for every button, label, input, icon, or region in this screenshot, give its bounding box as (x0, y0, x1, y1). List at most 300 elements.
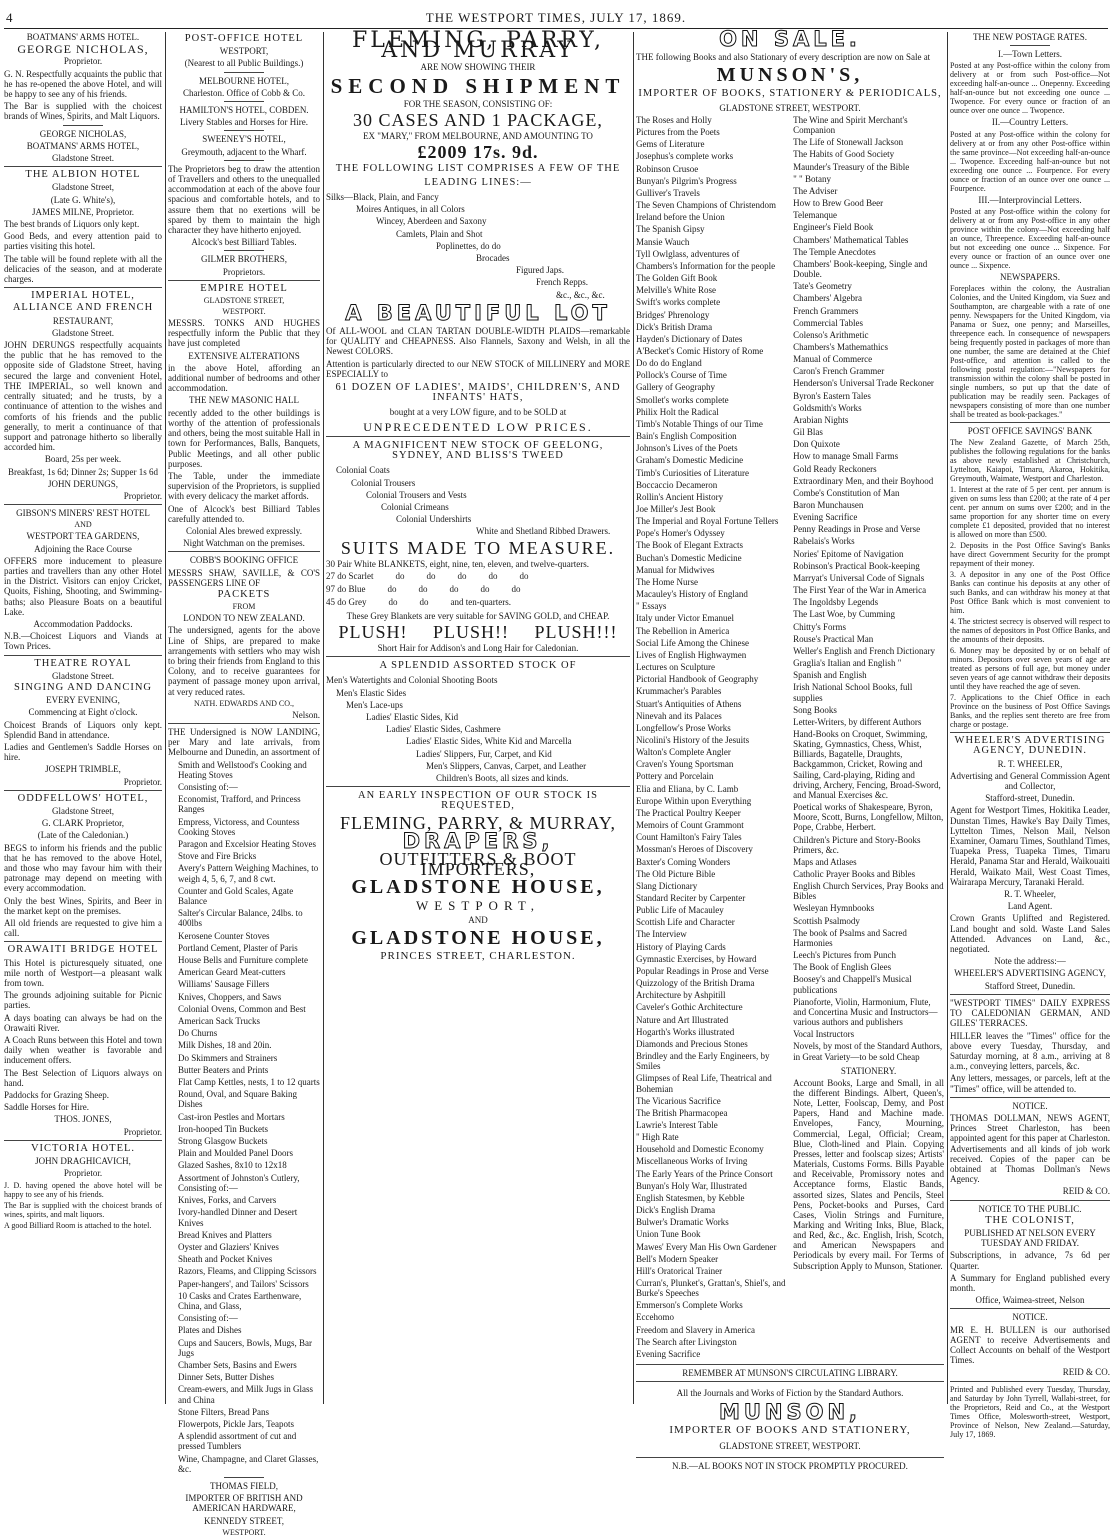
blanket-cell: do (457, 570, 467, 581)
book-item: Italy under Victor Emanuel (636, 613, 735, 624)
divider (326, 656, 630, 657)
headline: PLUSH! PLUSH!! PLUSH!!! (338, 621, 618, 642)
notice-subhead: III.—Interprovincial Letters. (978, 194, 1082, 205)
list-item: Ladies' Slippers, Fur, Carpet, and Kid (416, 748, 552, 759)
ad-role: Proprietor. (63, 56, 103, 67)
divider (224, 101, 264, 102)
book-list (636, 115, 944, 1361)
ad-route: LONDON TO NEW ZEALAND. (183, 613, 305, 624)
book-item: Caron's French Grammer (793, 366, 885, 377)
book-item: The Book of English Glees (793, 962, 892, 973)
book-item: Evening Sacrifice (636, 1348, 701, 1359)
ad-body: Accommodation Paddocks. (33, 618, 133, 629)
ad-signature: BOATMANS' ARMS HOTEL, (26, 140, 140, 151)
book-item: Catholic Prayer Books and Bibles (793, 869, 916, 880)
ad-body: The Proprietors beg to draw the attention of Travellers and others to the unequalled accommodation at each of the above four spacious and comfortable hotels, and to assure them that no exertions will be spared by them to maintain the high character they have hitherto enjoyed. (168, 163, 320, 236)
book-item: The Golden Gift Book (636, 273, 718, 284)
book-item: Buchan's Domestic Medicine (636, 552, 742, 563)
book-item: Chitty's Forms (793, 621, 846, 632)
headline: UNPRECEDENTED LOW PRICES. (363, 419, 593, 434)
ad-title: HAMILTON'S HOTEL, COBDEN. (179, 105, 309, 116)
book-item: Pictorial Handbook of Geography (636, 674, 759, 685)
ad-line: IMPORTER OF BOOKS AND STATIONERY, (669, 1423, 911, 1436)
book-item: Scottish Psalmody (793, 915, 860, 926)
book-item: The British Pharmacopea (636, 1107, 728, 1118)
ad-body: Crown Grants Uplifted and Registered. Land bought and sold. Waste Land Sales Attended. Advances on Land, &c., negotiated. (950, 913, 1110, 955)
divider (224, 160, 264, 161)
book-item: Rollin's Ancient History (636, 491, 724, 502)
notice-body: THOMAS DOLLMAN, NEWS AGENT, Princes Street Charleston, has been appointed agent for this paper at Charleston. Advertisements and all kinds of job work received. Copies of the paper can be obtained at Thomas Dollman's News Agency. (950, 1112, 1110, 1185)
ad-body: The best brands of Liquors only kept. (4, 219, 140, 230)
book-item: Engineer's Field Book (793, 222, 874, 233)
book-item: Weller's English and French Dictionary (793, 645, 935, 656)
book-item: The Early Years of the Prince Consort (636, 1168, 773, 1179)
list-item: Plain and Moulded Panel Doors (178, 1148, 293, 1159)
ad-note: Livery Stables and Horses for Hire. (180, 117, 308, 128)
ad-title: ORAWAITI BRIDGE HOTEL (7, 944, 159, 956)
book-item: Rabelais's Works (793, 536, 855, 547)
book-item: Swift's works complete (636, 297, 721, 308)
ad-note: Note the address:— (994, 956, 1066, 967)
list-item: Cream-ewers, and Milk Jugs in Glass and China (178, 1384, 313, 1405)
book-item: Josephus's complete works (636, 151, 734, 162)
list-item: Dinner Sets, Butter Dishes (178, 1372, 274, 1383)
ad-street: Stafford Street, Dunedin. (984, 980, 1076, 991)
ad-body: Ladies and Gentlemen's Saddle Horses on hire. (4, 741, 162, 763)
ad-town: Nelson. (292, 709, 320, 720)
ad-body: Agent for Westport Times, Hokitika Leader, Dunstan Times, Hawke's Bay Daily Times, Lyttelton Times, Nelson Mail, Nelson Examiner, Oamaru Times, Southland Times, Tuapeka Press, Tuapeka Times, Timaru Herald, Panama Star and Herald, Waikouaiti Herald, Waikato Mail, West Coast Times, Wairarapa Mercury, Taranaki Herald. (950, 805, 1110, 887)
list-item: Razors, Fleams, and Clipping Scissors (178, 1266, 317, 1277)
ad-subhead: EXTENSIVE ALTERATIONS (188, 350, 300, 361)
book-item: A'Becket's Comic History of Rome (636, 345, 764, 356)
book-item: Rouse's Practical Man (793, 633, 874, 644)
ad-body: Night Watchman on the premises. (183, 538, 305, 549)
book-item: The Interview (636, 929, 687, 940)
book-item: Krummacher's Parables (636, 686, 722, 697)
ad-title: COBB'S BOOKING OFFICE (189, 555, 299, 566)
book-item: Walton's Complete Angler (636, 747, 731, 758)
blanket-cell: do (480, 584, 490, 595)
blanket-row (326, 584, 630, 594)
book-item: Household and Domestic Economy (636, 1144, 764, 1155)
column-rule (165, 32, 166, 1404)
book-item: Joe Miller's Jest Book (636, 504, 716, 515)
ad-role: Proprietor. (123, 490, 162, 501)
notice-body: Posted at any Post-office within the colony for delivery at or from any Post-office in any other province within the colony—Not exceeding half an ounce, Threepence. Exceeding half-an-ounce but not exceeding one ounce ... Sixpence. For every ounce or fraction of an ounce over one ounce ... Sixpence. (950, 206, 1110, 270)
book-item: The Wine and Spirit Merchant's Companion (793, 115, 908, 136)
list-item: Sheath and Pocket Knives (178, 1254, 273, 1265)
book-item: Combe's Constitution of Man (793, 487, 900, 498)
book-item: The First Year of the War in America (793, 585, 927, 596)
list-item: Economist, Trafford, and Princess Ranges (178, 794, 301, 815)
ad-name: R. T. WHEELER, (997, 758, 1063, 769)
book-item: Eccehomo (636, 1312, 674, 1323)
ad-street: Gladstone Street, (52, 182, 114, 193)
ad-body: Account Books, Large and Small, in all the different Bindings. Albert, Queen's, Note, Letter, Foolscap, Demy, and Post Papers, Hand and Machine made. Envelopes, Fancy, Mourning, Commercial, Legal, Official; Cream, Blue, Cloth-lined and Plain. Copying Presses, letter and foolscap sizes; Artists' Materials, Customs Forms. Bills Payable and Receivable, Promissory notes and Acceptance forms, Elastic Bands, assorted sizes, Slates and Pencils, Steel Pens, Pocket-books and Purses, Card Cases, Violin Strings and Furniture, Marking and Writing Inks, Blue, Black, and Red, &c., &c. English, Irish, Scotch, and American Newspapers and Periodicals by every mail. For Terms of Subscription Apply to Munson, Stationer. (793, 1077, 944, 1271)
amount: £2009 17s. 9d. (417, 142, 539, 163)
ad-note: (Late of the Caledonian.) (37, 830, 129, 841)
ad-body: Saddle Horses for Hire. (4, 1102, 89, 1113)
shop-name: MUNSON'S, (716, 64, 864, 87)
headline: A SPLENDID ASSORTED STOCK OF (379, 660, 577, 672)
ad-title: WHEELER'S ADVERTISING AGENCY, DUNEDIN. (954, 735, 1106, 757)
book-item: The Temple Anecdotes (793, 246, 876, 257)
book-item: The Life of Stonewall Jackson (793, 137, 904, 148)
book-item: The Habits of Good Society (793, 149, 895, 160)
book-item: Brindley and the Early Engineers, by Smiles (636, 1051, 770, 1072)
headline: SECOND SHIPMENT (330, 73, 626, 98)
shop-name: MUNSON, (718, 1399, 862, 1424)
list-item: Colonial Trousers and Vests (366, 489, 467, 500)
book-item: Maunder's Treasury of the Bible (793, 161, 910, 172)
list-item: French Repps. (536, 277, 588, 288)
book-item: Commercial Tables (793, 317, 864, 328)
imprint: Printed and Published every Tuesday, Thursday, and Saturday by John Tyrrell, Wallabi-street, for the Proprietors, Reid and Co., at the Westport Times Office, Molesworth-street, Westport, Province of Nelson, New Zealand.—Saturday, July 17, 1869. (950, 1384, 1110, 1439)
ad-body: The undersigned, agents for the above Line of Ships, are prepared to make arrangements with settlers who may wish to bring their friends from England to this Colony, and to receive guarantees for payment of passage money upon arrival, at very reduced rates. (168, 625, 320, 697)
notice-title: NOTICE. (1012, 1312, 1048, 1323)
ad-body: This Hotel is picturesquely situated, one mile north of Westport—a pleasant walk from town. (4, 957, 162, 989)
ad-signature: IMPORTER OF BRITISH AND AMERICAN HARDWARE, (185, 1493, 303, 1514)
book-item: Byron's Eastern Tales (793, 390, 871, 401)
ad-signature: NATH. EDWARDS AND CO., (193, 698, 294, 708)
list-item: Milk Dishes, 18 and 20in. (178, 1040, 272, 1051)
list-item: Poplinettes, do do (436, 240, 501, 251)
ad-body: Colonial Ales brewed expressly. (186, 525, 302, 536)
ad-body: recently added to the other buildings is worthy of the attention of professionals and others, being the most suitable Hall in town for Performances, Balls, Banquets, Public Meetings, and all other public purposes. (168, 407, 320, 469)
ad-title: RESTAURANT, (52, 315, 114, 326)
book-item: Novels, by most of the Standard Authors, in Great Variety—to be sold Cheap (793, 1041, 943, 1062)
book-item: The Spanish Gipsy (636, 224, 705, 235)
column-drapers-ad (326, 28, 630, 1404)
ad-line: THE FOLLOWING LIST COMPRISES A FEW OF THE (335, 162, 621, 174)
ad-line: REMEMBER AT MUNSON'S CIRCULATING LIBRARY. (682, 1368, 898, 1379)
ad-street: Gladstone Street. (52, 327, 114, 338)
list-item: White and Shetland Ribbed Drawers. (476, 526, 611, 537)
book-item: Chambers' Algebra (793, 293, 862, 304)
ad-body: A days boating can always be had on the Orawaiti River. (4, 1012, 162, 1033)
book-item: Social Life Among the Chinese (636, 637, 749, 648)
list-item: Camlets, Plain and Shot (396, 228, 483, 239)
ad-title: ALLIANCE AND FRENCH (12, 302, 154, 314)
ad-role: Land Agent. (1007, 901, 1053, 912)
ad-body: G. N. Respectfully acquaints the public that he has re-opened the above Hotel, and will be happy to see any of his friends. (4, 68, 162, 100)
book-item: Smollet's works complete (636, 394, 729, 405)
ad-body: All old friends are requested to give him a call. (4, 918, 162, 939)
ad-signature: GEORGE NICHOLAS, (39, 128, 127, 139)
divider (636, 1381, 944, 1382)
divider (1010, 45, 1050, 46)
list-item: A splendid assortment of cut and pressed Tumblers (178, 1431, 297, 1452)
book-item: Melville's White Rose (636, 285, 716, 296)
list-item: Ladies' Elastic Sides, Kid (366, 711, 459, 722)
ad-body: N.B.—Choicest Liquors and Viands at Town Prices. (4, 631, 162, 652)
book-item: Gallery of Geography (636, 382, 715, 393)
book-item: Mossman's Heroes of Discovery (636, 844, 753, 855)
ad-title: PACKETS (217, 588, 271, 600)
headline: A BEAUTIFUL LOT (345, 300, 611, 325)
ad-street: GLADSTONE STREET, (203, 296, 285, 306)
headline: AN EARLY INSPECTION OF OUR STOCK IS REQUESTED, (358, 790, 598, 812)
ad-body: BEGS to inform his friends and the public that he has removed to the above Hotel, and those who may favour him with their patronage may depend on meeting with every accommodation. (4, 842, 162, 894)
divider (950, 1097, 1110, 1098)
book-item: Nories' Epitome of Navigation (793, 548, 904, 559)
ad-note: Alcock's best Billiard Tables. (191, 237, 297, 248)
list-item: &c., &c., &c. (556, 289, 605, 300)
ad-body: MESSRS. TONKS AND HUGHES respectfully inform the Public that they have just completed (168, 318, 320, 349)
ad-role: Proprietors. (222, 266, 266, 277)
book-item: Gulliver's Travels (636, 187, 700, 198)
book-item: Caveler's Gothic Architecture (636, 1002, 743, 1013)
list-item: Chamber Sets, Basins and Ewers (178, 1359, 297, 1370)
ad-role: Proprietor. (123, 776, 162, 787)
divider (4, 504, 162, 505)
book-item: Freedom and Slavery in America (636, 1324, 755, 1335)
book-item: Gold Ready Reckoners (793, 463, 877, 474)
ad-owner: G. CLARK Proprietor, (41, 818, 125, 829)
ad-name: GEORGE NICHOLAS, (17, 42, 149, 57)
book-item: Emmerson's Complete Works (636, 1300, 743, 1311)
ad-and: AND (74, 520, 92, 530)
list-item: Smith and Wellstood's Cooking and Heating Stoves (178, 759, 307, 780)
divider (168, 551, 320, 552)
ad-price: Breakfast, 1s 6d; Dinner 2s; Supper 1s 6d (8, 466, 158, 477)
list-item: Plates and Dishes (178, 1325, 242, 1336)
book-item: Ireland before the Union (636, 212, 725, 223)
book-item: Pottery and Porcelain (636, 771, 714, 782)
ad-note: Greymouth, adjacent to the Wharf. (181, 146, 307, 157)
book-item: Popular Readings in Prose and Verse (636, 965, 769, 976)
book-item: Architecture by Ashpitill (636, 990, 726, 1001)
rule-item: 2. Deposits in the Post Office Saving's Banks have direct Government Security for the prompt repayment of their money. (950, 541, 1110, 569)
ad-body: A good Billiard Room is attached to the hotel. (4, 1220, 152, 1230)
list-item: Do Skimmers and Strainers (178, 1052, 278, 1063)
ad-title: MELBOURNE HOTEL, (199, 75, 289, 86)
list-item: Paper-hangers', and Tailors' Scissors (178, 1278, 309, 1289)
ad-line: PUBLISHED AT NELSON EVERY TUESDAY AND FRIDAY. (964, 1227, 1096, 1249)
book-item: Letter-Writers, by different Authors (793, 716, 922, 727)
ad-signature: WESTPORT. (222, 1527, 266, 1537)
ad-note: Charleston. Office of Cobb & Co. (182, 87, 306, 98)
ad-title: SINGING AND DANCING (14, 681, 152, 693)
coats-list (326, 465, 630, 536)
book-item: Dick's English Drama (636, 1205, 716, 1216)
book-item: Hill's Oratorical Trainer (636, 1265, 723, 1276)
ad-role: Proprietor. (123, 1126, 162, 1137)
ad-body: Choicest Brands of Liquors only kept. Splendid Band in attendance. (4, 719, 162, 740)
list-item: Assortment of Johnston's Cutlery, Consisting of:— (178, 1172, 300, 1193)
divider (636, 1457, 944, 1458)
ad-title: ODDFELLOWS' HOTEL, (17, 792, 149, 804)
book-item: The Home Nurse (636, 576, 698, 587)
book-item: Philix Holt the Radical (636, 406, 719, 417)
column-rule (947, 32, 948, 1404)
list-item: Figured Japs. (516, 265, 564, 276)
book-item: Timb's Curiosities of Literature (636, 467, 750, 478)
divider (4, 1140, 162, 1141)
list-item: American Geard Meat-cutters (178, 967, 286, 978)
list-item: American Sack Trucks (178, 1016, 260, 1027)
ad-street: Gladstone Street. (52, 670, 114, 681)
book-item: Craven's Young Sportsman (636, 759, 734, 770)
ad-subhead: THE NEW MASONIC HALL (188, 395, 300, 406)
blanket-table (326, 571, 630, 608)
book-item: Tyll Owlglass, adventures of (636, 248, 740, 259)
list-item: Silks—Black, Plain, and Fancy (326, 192, 439, 203)
list-item: Cast-iron Pestles and Mortars (178, 1111, 285, 1122)
book-item: Timb's Notable Things of our Time (636, 418, 763, 429)
notice-body: Foreplaces within the colony, the Australian Colonies, and the United Kingdom, via Suez and Southampton, are chargeable with a rate of one penny. Newspapers for the United Kingdom, via Panama or Suez, one penny; and Marseilles, threepence each. In consequence of newspapers being frequently posted in packages of more than one number, the same are detained at the Chief Post-office, and attention is called to the following postal regulation:—"Newspapers for transmission within the colony shall be posted in single numbers, so put up that the date of publication may be readily seen. Packages of newspapers consisting of more than one number shall be treated as book-packages." (950, 284, 1110, 420)
book-item: Bell's Modern Speaker (636, 1253, 719, 1264)
ad-note: Commencing at Eight o'clock. (28, 707, 138, 718)
ad-town: WESTPORT, (219, 46, 269, 57)
divider (224, 72, 264, 73)
list-item: Do Churns (178, 1028, 218, 1039)
notice-body: Posted at any Post-office within the colony from delivery at or from such Post-office—Not exceeding half-an-ounce ... Onepenny. Exceeding half-an-ounce but not exceeding one ounce ... Twopence. For every ounce or fraction of an ounce over one ounce ... Twopence. (950, 61, 1110, 116)
list-item: Colonial Coats (336, 465, 390, 476)
book-item: English Statesmen, by Kebble (636, 1192, 745, 1203)
ad-body: A Coach Runs between this Hotel and town daily when weather is favorable and inducement offers. (4, 1035, 162, 1066)
blanket-cell: and ten-quarters. (450, 597, 511, 608)
book-item: Evening Sacrifice (793, 512, 858, 523)
ad-line: Office, Waimea-street, Nelson (975, 1295, 1085, 1306)
book-item: The Ingoldsby Legends (793, 597, 879, 608)
book-item: Tate's Geometry (793, 281, 852, 292)
list-item: Strong Glasgow Buckets (178, 1136, 268, 1147)
notice-subhead: I.—Town Letters. (997, 49, 1063, 60)
list-item: Salter's Circular Balance, 24lbs. to 400lbs (178, 908, 303, 929)
book-item: Longfellow's Prose Works (636, 722, 731, 733)
ad-body: Any letters, messages, or parcels, left at the "Times" office, will be attended to. (950, 1073, 1110, 1094)
list-item: House Bells and Furniture complete (178, 955, 308, 966)
book-item: Colenso's Arithmetic (793, 329, 869, 340)
ad-subhead: STATIONERY. (840, 1065, 897, 1076)
firm-name: FLEMING, PARRY, & MURRAY, (339, 812, 617, 833)
rule-item: 4. The strictest secrecy is observed will respect to the names of depositors in Post Office Banks, and the amounts of their deposits. (950, 617, 1110, 645)
book-item: Stuart's Antiquities of Athens (636, 698, 742, 709)
book-item: Song Books (793, 704, 837, 715)
book-item: Leech's Pictures from Punch (793, 950, 896, 961)
book-list-right-items (793, 115, 944, 1062)
divider (950, 732, 1110, 733)
book-item: Gymnastic Exercises, by Howard (636, 953, 757, 964)
ad-line: 61 DOZEN OF LADIES', MAIDS', CHILDREN'S, AND INFANTS' HATS, (335, 382, 621, 404)
ad-line: PRINCES STREET, CHARLESTON. (380, 950, 576, 963)
rule-item: 7. Applications to the Chief Office in each Province on the business of Post Office Savings Banks, and the replies sent thereto are free from charge or postage. (950, 693, 1110, 730)
ad-line: These Grey Blankets are very suitable for SAVING GOLD, and CHEAP. (346, 610, 610, 621)
blanket-cell: 45 do Grey (326, 597, 367, 608)
divider (224, 1477, 264, 1478)
ad-signature: KENNEDY STREET, (204, 1515, 284, 1526)
list-item: Men's Watertights and Colonial Shooting Boots (326, 675, 498, 686)
ad-line: IMPORTER OF BOOKS, STATIONERY & PERIODICALS, (638, 87, 942, 99)
ad-body: The Bar is supplied with the choicest brands of wines, spirits, and malt liquors. (4, 1200, 162, 1219)
book-item: The Roses and Holly (636, 115, 712, 126)
book-item: Count Hamilton's Fairy Tales (636, 832, 742, 843)
book-item: Public Life of Macauley (636, 905, 724, 916)
book-item: Lives of English Highwaymen (636, 649, 747, 660)
book-item: Mansie Wauch (636, 236, 690, 247)
book-item: Elia and Eliana, by C. Lamb (636, 783, 739, 794)
list-item: Glazed Sashes, 8x10 to 12x18 (178, 1160, 287, 1171)
divider (4, 941, 162, 942)
ad-line: N.B.—AL BOOKS NOT IN STOCK PROMPTLY PROCURED. (672, 1461, 908, 1472)
masthead-title: THE WESTPORT TIMES, JULY 17, 1869. (425, 10, 687, 25)
divider (224, 130, 264, 131)
blanket-cell: do (449, 584, 459, 595)
list-item: Moires Antiques, in all Colors (356, 204, 465, 215)
list-item: Iron-hooped Tin Buckets (178, 1123, 268, 1134)
list-item: Wincey, Aberdeen and Saxony (376, 216, 487, 227)
notice-title: POST OFFICE SAVINGS' BANK (967, 426, 1093, 437)
ad-title: SWEENEY'S HOTEL, (202, 134, 286, 145)
book-item: Mawes' Every Man His Own Gardener (636, 1241, 777, 1252)
book-item: The Rebellion in America (636, 625, 730, 636)
book-item: The Last Woe, by Cumming (793, 609, 895, 620)
book-item: Extraordinary Men, and their Boyhood (793, 475, 934, 486)
book-item: Memoirs of Count Grammont (636, 820, 744, 831)
divider (950, 1381, 1110, 1382)
book-item: Union Tune Book (636, 1229, 701, 1240)
book-item: Chambers' Book-keeping, Single and Double. (793, 258, 928, 280)
book-item: Chambers's Information for the people (636, 260, 776, 271)
book-item: Graham's Domestic Medicine (636, 455, 744, 466)
rule-item: 3. A depositor in any one of the Post Office Banks can continue his deposits at any other of such Banks, and can withdraw his money at that Post Office Bank which is most convenient to him. (950, 570, 1110, 616)
ad-name: R. T. Wheeler, (1004, 889, 1056, 900)
ad-title: WHEELER'S ADVERTISING AGENCY, (954, 968, 1106, 979)
book-item: Children's Picture and Story-Books Primers, &c. (793, 834, 921, 855)
ad-from: FROM (232, 602, 256, 612)
blanket-cell: do (426, 570, 436, 581)
ad-role: Proprietor. (63, 1168, 103, 1179)
list-item: Avery's Pattern Weighing Machines, to weigh 4, 5, 6, 7, and 8 cwt. (178, 863, 319, 884)
divider (4, 287, 162, 288)
ad-body: The Best Selection of Liquors always on hand. (4, 1067, 162, 1088)
book-item: Baron Munchausen (793, 500, 864, 511)
ad-signature: JOSEPH TRIMBLE, (45, 764, 121, 775)
divider (224, 250, 264, 251)
headline: ON SALE. (719, 27, 861, 51)
book-item: Johnson's Lives of the Poets (636, 443, 738, 454)
book-item: Nature and Art Illustrated (636, 1014, 729, 1025)
list-item: Ivory-handled Dinner and Desert Knives (178, 1207, 298, 1228)
hardware-list (168, 760, 320, 1474)
book-item: Manual for Midwives (636, 564, 715, 575)
ad-signature: THOMAS FIELD, (209, 1480, 278, 1491)
list-item: Oyster and Glaziers' Knives (178, 1241, 279, 1252)
column-notices (950, 32, 1110, 1439)
ad-body: Good Beds, and every attention paid to parties visiting this hotel. (4, 231, 162, 252)
ad-title: THE ALBION HOTEL (25, 169, 141, 181)
book-item: Chambers' Mathematical Tables (793, 234, 909, 245)
ad-body: The Bar is supplied with the choicest brands of Wines, Spirits, and Malt Liquors. (4, 101, 162, 122)
divider (63, 125, 103, 126)
list-item: Colonial Undershirts (396, 514, 472, 525)
list-item: Stone Filters, Bread Pans (178, 1406, 269, 1417)
boots-list (326, 675, 630, 783)
list-item: 10 Casks and Crates Earthenware, China, and Glass, (178, 1290, 302, 1311)
book-item: Hayden's Dictionary of Dates (636, 333, 743, 344)
book-item: The Seven Champions of Christendom (636, 200, 776, 211)
list-item: Bread Knives and Platters (178, 1229, 272, 1240)
firm-name: FLEMING, PARRY, AND MURRAY (352, 28, 604, 64)
ad-title: MESSRS SHAW, SAVILLE, & CO'S PASSENGERS LINE OF (168, 567, 320, 588)
book-item: Boccaccio Decameron (636, 479, 718, 490)
book-item: Slang Dictionary (636, 880, 698, 891)
book-item: Goldsmith's Works (793, 402, 862, 413)
ad-price: Board, 25s per week. (44, 454, 122, 465)
book-item: Telemanque (793, 210, 837, 221)
book-item: Do do do England (636, 358, 702, 369)
